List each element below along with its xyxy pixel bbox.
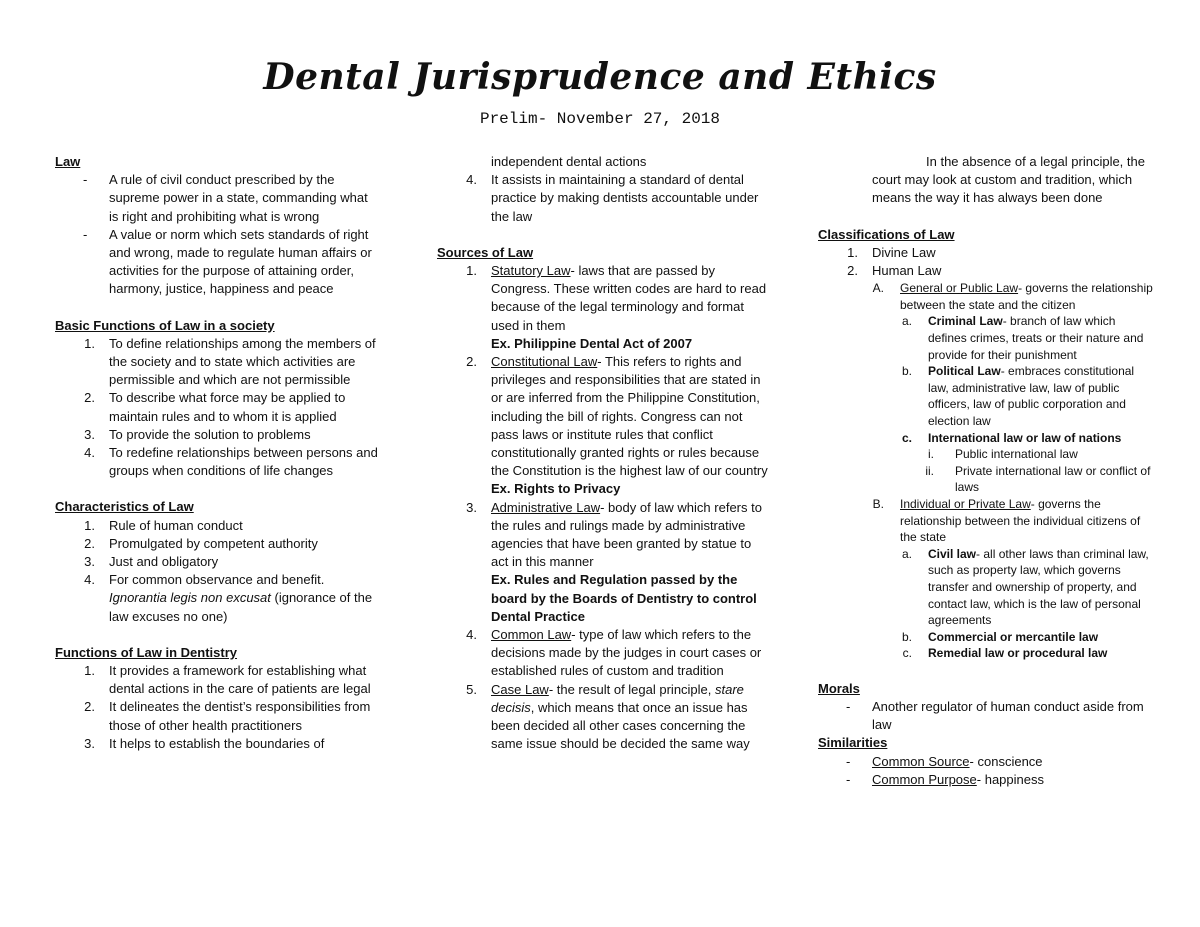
- list-item: [818, 262, 1153, 280]
- list-item: [55, 735, 380, 753]
- letter-marker: A.: [872, 281, 884, 296]
- bullet-marker: -: [846, 771, 851, 787]
- absence-note: In the absence of a legal principle, the court may look at custom and tradition, which means the way it has always been done: [872, 154, 1145, 206]
- list-item: [818, 753, 1153, 771]
- list-item-text: independent dental actions: [491, 154, 647, 169]
- list-item-text: To describe what force may be applied to maintain rules and to whom it is applied: [109, 390, 346, 424]
- example: Ex. Philippine Dental Act of 2007: [491, 335, 693, 351]
- number-marker: 4.: [84, 445, 95, 461]
- document-subtitle: Prelim- November 27, 2018: [479, 110, 721, 128]
- list-item: [55, 535, 380, 553]
- term: Political Law: [928, 364, 1001, 379]
- term: Case Law: [491, 681, 549, 697]
- definition: - happiness: [976, 771, 1044, 787]
- roman-marker: ii.: [925, 463, 934, 478]
- term: Common Source: [872, 753, 970, 769]
- list-item-continued: [437, 153, 772, 171]
- list-item: [437, 353, 772, 499]
- bullet-marker: -: [83, 172, 88, 188]
- number-marker: 5.: [466, 681, 477, 697]
- list-item: [55, 662, 380, 698]
- list-item: [818, 496, 1153, 546]
- list-item: [55, 444, 380, 480]
- roman-marker: i.: [928, 447, 934, 462]
- column-2: [437, 153, 772, 754]
- list-item-text: A value or norm which sets standards of right and wrong, made to regulate human affairs or activities for the purpose of attaining order, harmony, justice, happiness and peace: [109, 226, 372, 297]
- list-item: [437, 626, 772, 681]
- definition: - laws that are passed by Congress. These written codes are hard to read because of the legal terminology and format used in them: [491, 263, 767, 333]
- section-heading-characteristics: Characteristics of Law: [55, 499, 194, 515]
- section-heading-basic-functions: Basic Functions of Law in a society: [55, 317, 275, 333]
- number-marker: 1.: [84, 663, 95, 679]
- list-item-text: Divine Law: [872, 244, 936, 260]
- latin-maxim: Ignorantia legis non excusat: [109, 590, 271, 606]
- definition: - governs the relationship between the state and the citizen: [900, 281, 1153, 312]
- list-item: [437, 499, 772, 626]
- number-marker: 3.: [84, 735, 95, 751]
- list-item: [818, 546, 1153, 629]
- definition: - the result of legal principle,: [548, 681, 716, 697]
- list-item: [55, 226, 380, 299]
- list-item: [437, 171, 772, 226]
- example: Ex. Rights to Privacy: [491, 481, 621, 497]
- list-item-text: For common observance and benefit.: [109, 572, 325, 588]
- list-item: [818, 280, 1153, 313]
- bullet-marker: -: [83, 226, 88, 242]
- number-marker: 4.: [466, 172, 477, 188]
- definition: - type of law which refers to the decisions made by the judges in court cases or established rules of custom and tradition: [491, 627, 762, 679]
- term: Criminal Law: [928, 314, 1003, 329]
- list-item-text: Rule of human conduct: [109, 517, 243, 533]
- list-item: [55, 335, 380, 390]
- list-item-text: Promulgated by competent authority: [109, 535, 318, 551]
- list-item-text: To define relationships among the members of the society and to state which activities are permissible and which are not permissible: [109, 335, 376, 388]
- definition: - This refers to rights and privileges and responsibilities that are stated in or are inferred from the Philippine Constitution, including the bill of rights. Congress can not pass laws or institute rules that conflict constitutionally granted rights or rules because the Constitution is the highest law of our country: [491, 354, 768, 479]
- section-heading-law: Law: [55, 154, 81, 169]
- list-item: [437, 262, 772, 353]
- list-item-text: It helps to establish the boundaries of: [109, 735, 325, 751]
- number-marker: 2.: [84, 699, 95, 715]
- section-heading-similarities: Similarities: [818, 735, 888, 751]
- letter-marker: a.: [901, 314, 912, 329]
- column-3: [818, 153, 1153, 789]
- latin-term: stare decisis: [491, 681, 744, 715]
- letter-marker: b.: [901, 629, 912, 644]
- term: Individual or Private Law: [900, 496, 1031, 511]
- list-item-text: Public international law: [955, 447, 1078, 462]
- number-marker: 1.: [847, 244, 858, 260]
- definition: - all other laws than criminal law, such as property law, which governs transfer and ownership of property, and contact law, which is the law of personal agreements: [928, 546, 1149, 628]
- term: Statutory Law: [491, 263, 571, 279]
- list-item: [55, 698, 380, 734]
- list-item: [818, 629, 1153, 646]
- list-item-text: A rule of civil conduct prescribed by the supreme power in a state, commanding what is right and prohibiting what is wrong: [109, 172, 368, 224]
- list-item: [55, 389, 380, 425]
- number-marker: 2.: [84, 390, 95, 406]
- section-heading-functions-dentistry: Functions of Law in Dentistry: [55, 644, 238, 660]
- list-item: [818, 446, 1153, 463]
- bullet-marker: -: [846, 753, 851, 769]
- list-item-text: It delineates the dentist’s responsibilities from those of other health practitioners: [109, 699, 371, 733]
- term: Common Purpose: [872, 771, 977, 787]
- list-item: [818, 363, 1153, 429]
- list-item: [818, 645, 1153, 662]
- number-marker: 3.: [84, 554, 95, 570]
- list-item: [55, 553, 380, 571]
- letter-marker: c.: [901, 430, 912, 445]
- example: Ex. Rules and Regulation passed by the board by the Boards of Dentistry to control Dental Practice: [491, 572, 757, 624]
- letter-marker: c.: [902, 646, 912, 661]
- list-item-text: It provides a framework for establishing what dental actions in the care of patients are legal: [109, 663, 371, 697]
- number-marker: 2.: [847, 263, 858, 279]
- definition: - conscience: [969, 753, 1043, 769]
- term: Commercial or mercantile law: [928, 629, 1099, 644]
- definition: - branch of law which defines crimes, treats or their nature and provide for their punishment: [928, 314, 1144, 362]
- term: General or Public Law: [900, 281, 1019, 296]
- term: Remedial law or procedural law: [928, 646, 1108, 661]
- definition: - governs the relationship between the individual citizens of the state: [900, 496, 1141, 545]
- term: Common Law: [491, 627, 572, 643]
- definition-continued: , which means that once an issue has been decided all other cases concerning the same issue should be decided the same way: [491, 699, 750, 752]
- list-item: [55, 517, 380, 535]
- definition: - embraces constitutional law, administrative law, law of public officers, law of public corporation and election law: [928, 364, 1135, 428]
- list-item-text: It assists in maintaining a standard of dental practice by making dentists accountable under the law: [491, 172, 759, 224]
- list-item-text: Human Law: [872, 263, 942, 279]
- list-item: [818, 244, 1153, 262]
- number-marker: 4.: [466, 627, 477, 643]
- number-marker: 2.: [84, 535, 95, 551]
- number-marker: 4.: [84, 572, 95, 588]
- list-item: [818, 463, 1153, 496]
- number-marker: 3.: [84, 426, 95, 442]
- list-item: [818, 313, 1153, 363]
- number-marker: 1.: [84, 517, 95, 533]
- list-item-text: Just and obligatory: [109, 554, 219, 570]
- list-item: [55, 571, 380, 626]
- list-item: [55, 171, 380, 226]
- section-heading-morals: Morals: [818, 680, 860, 696]
- term: Civil law: [928, 546, 977, 561]
- list-item-text: Another regulator of human conduct aside from law: [872, 699, 1144, 733]
- number-marker: 1.: [84, 335, 95, 351]
- list-item-text: To provide the solution to problems: [109, 426, 311, 442]
- list-item: [55, 426, 380, 444]
- number-marker: 1.: [466, 263, 477, 279]
- column-1: [55, 153, 380, 753]
- list-item: [437, 681, 772, 754]
- definition: - body of law which refers to the rules and rulings made by administrative agencies that have been granted by statue to act in this manner: [491, 499, 762, 570]
- number-marker: 2.: [466, 354, 477, 370]
- letter-marker: a.: [901, 546, 912, 561]
- number-marker: 3.: [466, 499, 477, 515]
- letter-marker: b.: [901, 364, 912, 379]
- section-heading-sources: Sources of Law: [437, 244, 534, 260]
- letter-marker: B.: [872, 496, 884, 511]
- bullet-marker: -: [846, 699, 851, 715]
- list-item-text: Private international law or conflict of laws: [955, 463, 1151, 495]
- term: Constitutional Law: [491, 354, 598, 370]
- list-item: [818, 698, 1153, 734]
- list-item-text: To redefine relationships between persons and groups when conditions of life changes: [109, 445, 378, 479]
- list-item: [818, 430, 1153, 447]
- term: Administrative Law: [491, 499, 601, 515]
- latin-translation: (ignorance of the law excuses no one): [109, 590, 373, 624]
- term: International law or law of nations: [928, 430, 1122, 445]
- document-title: Dental Jurisprudence and Ethics: [263, 56, 937, 98]
- section-heading-classifications: Classifications of Law: [818, 226, 955, 242]
- list-item: [818, 771, 1153, 789]
